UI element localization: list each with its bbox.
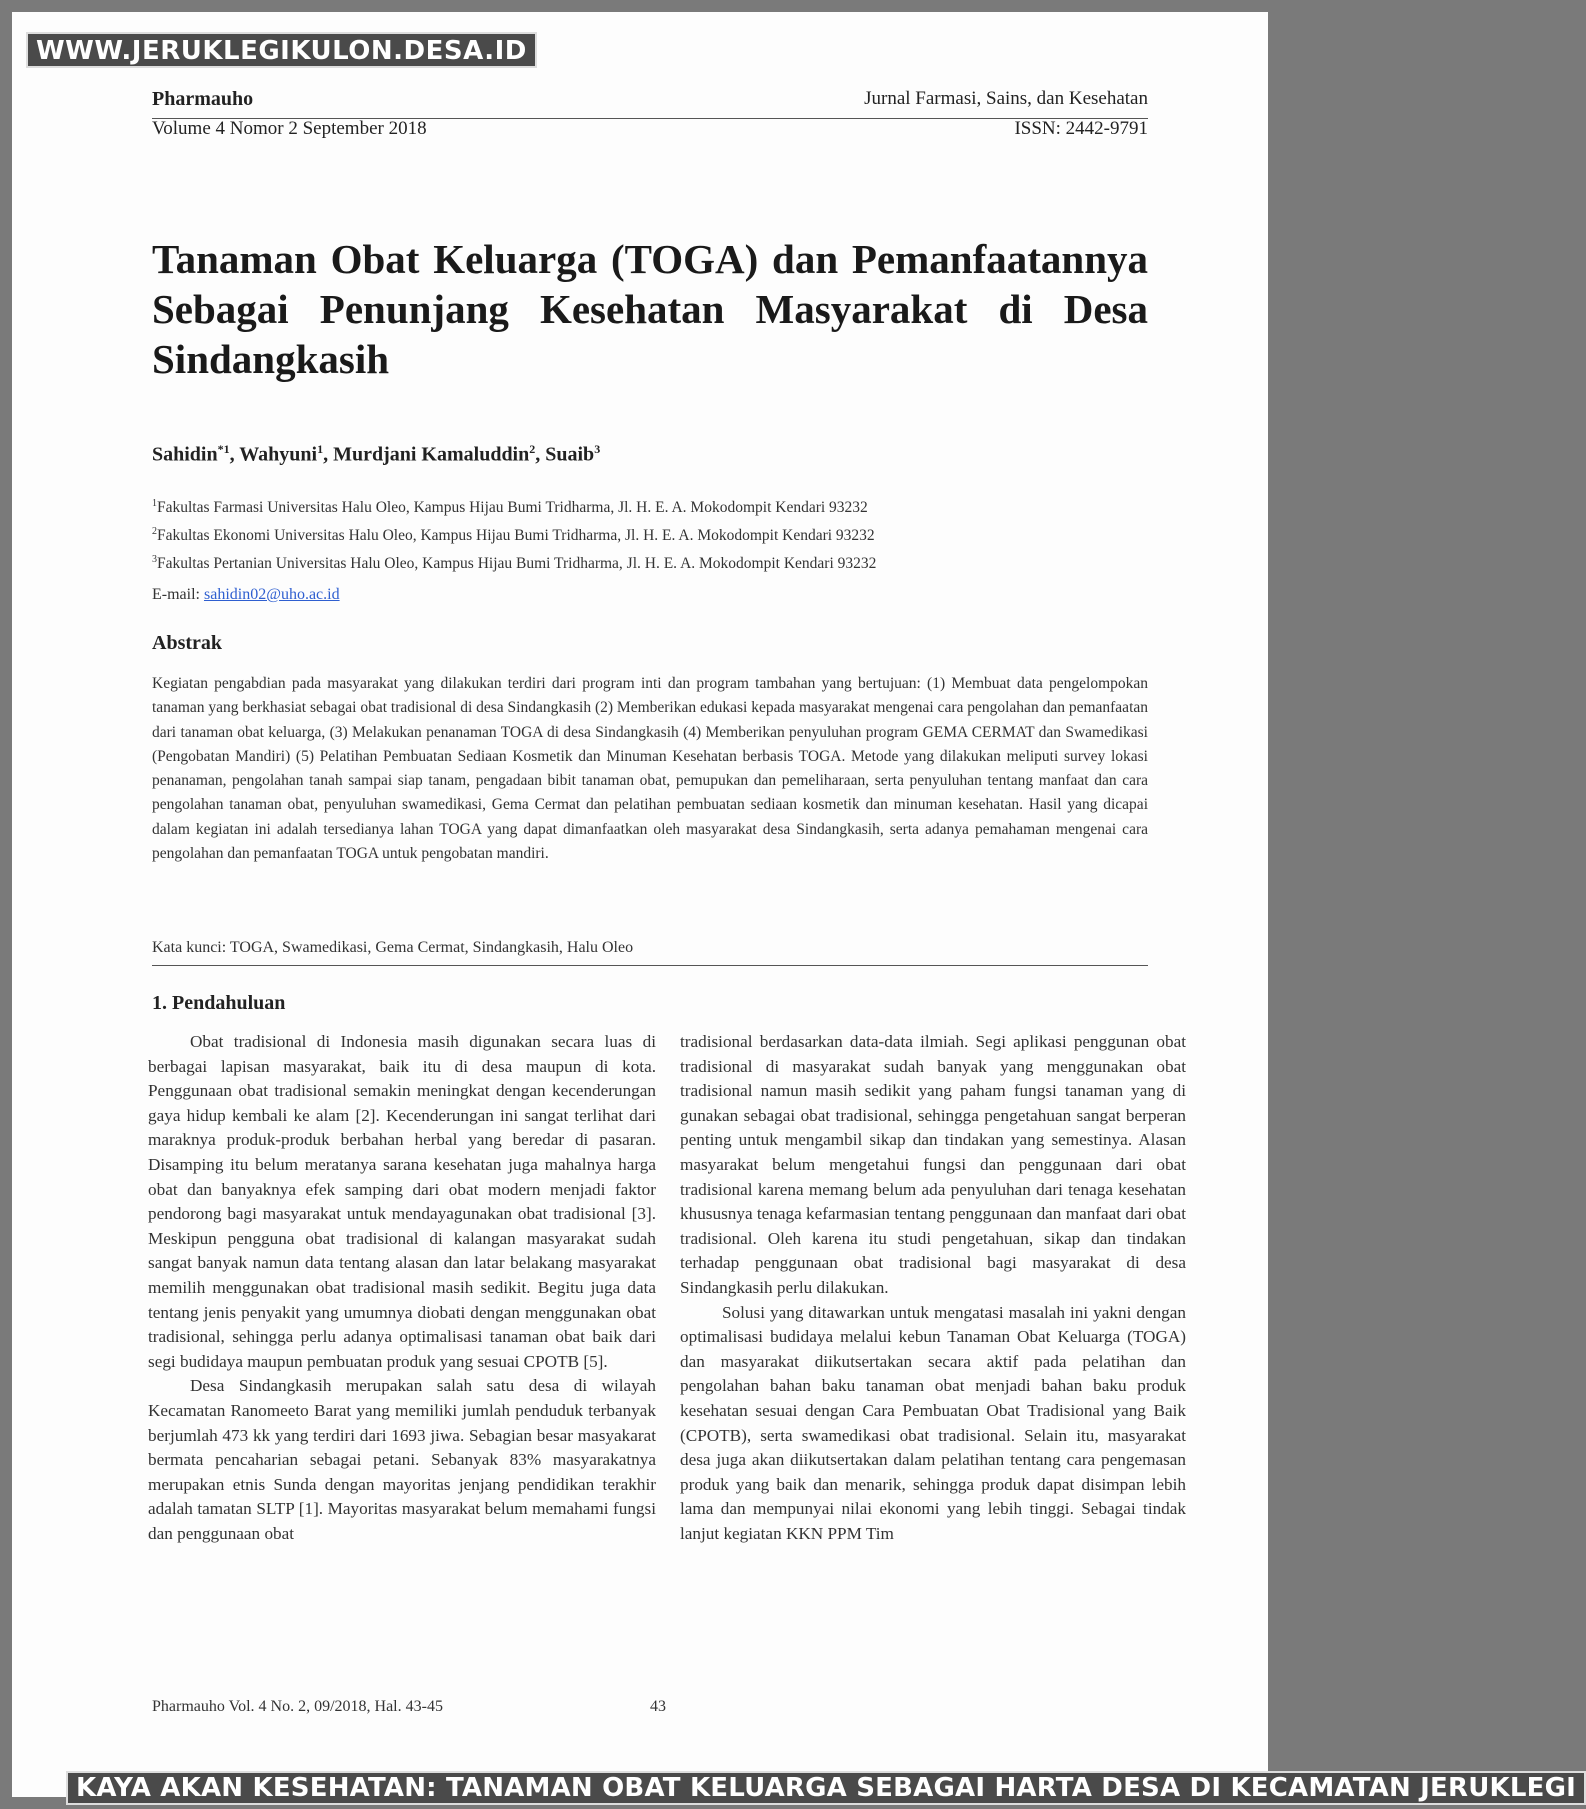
paragraph: Desa Sindangkasih merupakan salah satu desa di wilayah Kecamatan Ranomeeto Barat yang memiliki jumlah penduduk terbanyak berjumlah 473 kk yang terdiri dari 1693 jiwa. Sebagian besar masyakarat bermata pencaharian sebagai petani. Sebanyak 83% masyarakatnya merupakan etnis Sunda dengan mayoritas jenjang pendidikan terakhir adalah tamatan SLTP [1]. Mayoritas masyarakat belum memahami fungsi dan penggunaan obat (148, 1376, 656, 1543)
abstract-heading: Abstrak (152, 632, 223, 654)
author: Sahidin (152, 443, 218, 466)
paragraph: Solusi yang ditawarkan untuk mengatasi masalah ini yakni dengan optimalisasi budidaya melalui kebun Tanaman Obat Keluarga (TOGA) dan masyarakat diikutsertakan secara aktif pada pelatihan dan pengolahan bahan baku tanaman obat menjadi bahan baku produk kesehatan sesuai dengan Cara Pembuatan Obat Tradisional yang Baik (CPOTB), serta swamedikasi obat tradisional. Selain itu, masyarakat desa juga akan diikutsertakan dalam pelatihan tentang cara pengemasan produk yang baik dan menarik, sehingga produk dapat disimpan lebih lama dan mempunyai nilai ekonomi yang lebih tinggi. Sebagai tindak lanjut kegiatan KKN PPM Tim (680, 1302, 1186, 1543)
journal-header (152, 88, 1148, 119)
body-column-right (680, 1030, 1186, 1546)
website-watermark: WWW.JERUKLEGIKULON.DESA.ID (26, 32, 537, 68)
email-line (152, 586, 340, 604)
journal-name: Pharmauho (152, 88, 254, 110)
author: Murdjani Kamaluddin (333, 443, 530, 466)
affiliation: $^2$Fakultas Ekonomi Universitas Halu Oleo, Kampus Hijau Bumi Tridharma, Jl. H. E. A. Mokodompit Kendari 93232 (152, 526, 875, 545)
keywords: Kata kunci: TOGA, Swamedikasi, Gema Cermat, Sindangkasih, Halu Oleo (152, 939, 634, 956)
divider (152, 965, 1148, 966)
issn: ISSN: 2442-9791 (1014, 118, 1148, 139)
email-label: E-mail: (152, 586, 200, 603)
author: Suaib (545, 443, 595, 466)
abstract-text: Kegiatan pengabdian pada masyarakat yang dilakukan terdiri dari program inti dan program tambahan yang bertujuan: (1) Membuat data pengelompokan tanaman yang berkhasiat sebagai obat tradisional di desa Sindangkasih (2) Memberikan edukasi kepada masyarakat mengenai cara pengolahan dan pemanfaatan dari tanaman obat keluarga, (3) Melakukan penanaman TOGA di desa Sindangkasih (4) Memberikan penyuluhan program GEMA CERMAT dan Swamedikasi (Pengobatan Mandiri) (5) Pelatihan Pembuatan Sediaan Kosmetik dan Minuman Kesehatan berbasis TOGA. Metode yang dilakukan meliputi survey lokasi penanaman, pengolahan tanah sampai siap tanam, pengadaan bibit tanaman obat, pemupukan dan pemeliharaan, serta penyuluhan tentang manfaat dan cara pengolahan tanaman obat, penyuluhan swamedikasi, Gema Cermat dan pelatihan pembuatan sediaan kosmetik dan minuman kesehatan. Hasil yang dicapai dalam kegiatan ini adalah tersedianya lahan TOGA yang dapat dimanfaatkan oleh masyarakat desa Sindangkasih, serta adanya pemahaman mengenai cara pengolahan dan pemanfaatan TOGA untuk pengobatan mandiri. (152, 675, 1148, 863)
page-footer: Pharmauho Vol. 4 No. 2, 09/2018, Hal. 43-45 (152, 1698, 443, 1715)
paper-page (12, 12, 1268, 1797)
journal-full-name: Jurnal Farmasi, Sains, dan Kesehatan (864, 88, 1148, 109)
affiliations (152, 492, 876, 576)
paper-title: Tanaman Obat Keluarga (TOGA) dan Pemanfaatannya Sebagai Penunjang Kesehatan Masyarakat di Desa Sindangkasih (152, 236, 1148, 382)
section-heading: 1. Pendahuluan (152, 992, 286, 1014)
affiliation: $^1$Fakultas Farmasi Universitas Halu Oleo, Kampus Hijau Bumi Tridharma, Jl. H. E. A. Mokodompit Kendari 93232 (152, 498, 868, 517)
author: Wahyuni (239, 443, 318, 466)
body-column-left (148, 1030, 656, 1546)
volume-info: Volume 4 Nomor 2 September 2018 (152, 118, 427, 139)
author-list: Sahidin$^{*1}$, Wahyuni$^1$, Murdjani Kamaluddin$^2$, Suaib$^3$ (152, 442, 601, 466)
paragraph: Obat tradisional di Indonesia masih digunakan secara luas di berbagai lapisan masyarakat, baik itu di desa maupun di kota. Penggunaan obat tradisional semakin meningkat dengan kecenderungan gaya hidup kembali ke alam [2]. Kecenderungan ini sangat terlihat dari maraknya produk-produk berbahan herbal yang beredar di pasaran. Disamping itu belum meratanya sarana kesehatan juga mahalnya harga obat dan banyaknya efek samping dari obat modern menjadi faktor pendorong bagi masyarakat untuk mendayagunakan obat tradisional [3]. Meskipun pengguna obat tradisional di kalangan masyarakat sudah sangat banyak namun data tentang alasan dan latar belakang masyarakat memilih menggunakan obat tradisional masih sedikit. Begitu juga data tentang jenis penyakit yang umumnya diobati dengan menggunakan obat tradisional, sehingga perlu adanya optimalisasi tanaman obat baik dari segi budidaya maupun pembuatan produk yang sesuai CPOTB [5]. (148, 1032, 656, 1371)
email-link[interactable]: sahidin02@uho.ac.id (203, 586, 340, 603)
paragraph: tradisional berdasarkan data-data ilmiah. Segi aplikasi penggunan obat tradisional di masyarakat sudah banyak yang menggunakan obat tradisional namun masih sedikit yang paham fungsi tanaman yang di gunakan sebagai obat tradisional, sehingga pengetahuan sangat berperan penting untuk mengambil sikap dan tindakan yang semestinya. Alasan masyarakat belum mengetahui fungsi dan penggunaan dari obat tradisional karena memang belum ada penyuluhan dari tenaga kesehatan khususnya tenaga kefarmasian tentang penggunaan dan manfaat dari obat tradisional. Oleh karena itu studi pengetahuan, sikap dan tindakan terhadap penggunaan obat tradisional bagi masyarakat di desa Sindangkasih perlu dilakukan. (680, 1032, 1186, 1297)
journal-issue-info (152, 118, 1148, 140)
image-caption: KAYA AKAN KESEHATAN: TANAMAN OBAT KELUARGA SEBAGAI HARTA DESA DI KECAMATAN JERUKLEGI (66, 1771, 1586, 1805)
page-number: 43 (650, 1698, 666, 1715)
affiliation: $^3$Fakultas Pertanian Universitas Halu Oleo, Kampus Hijau Bumi Tridharma, Jl. H. E. A. Mokodompit Kendari 93232 (152, 554, 877, 573)
